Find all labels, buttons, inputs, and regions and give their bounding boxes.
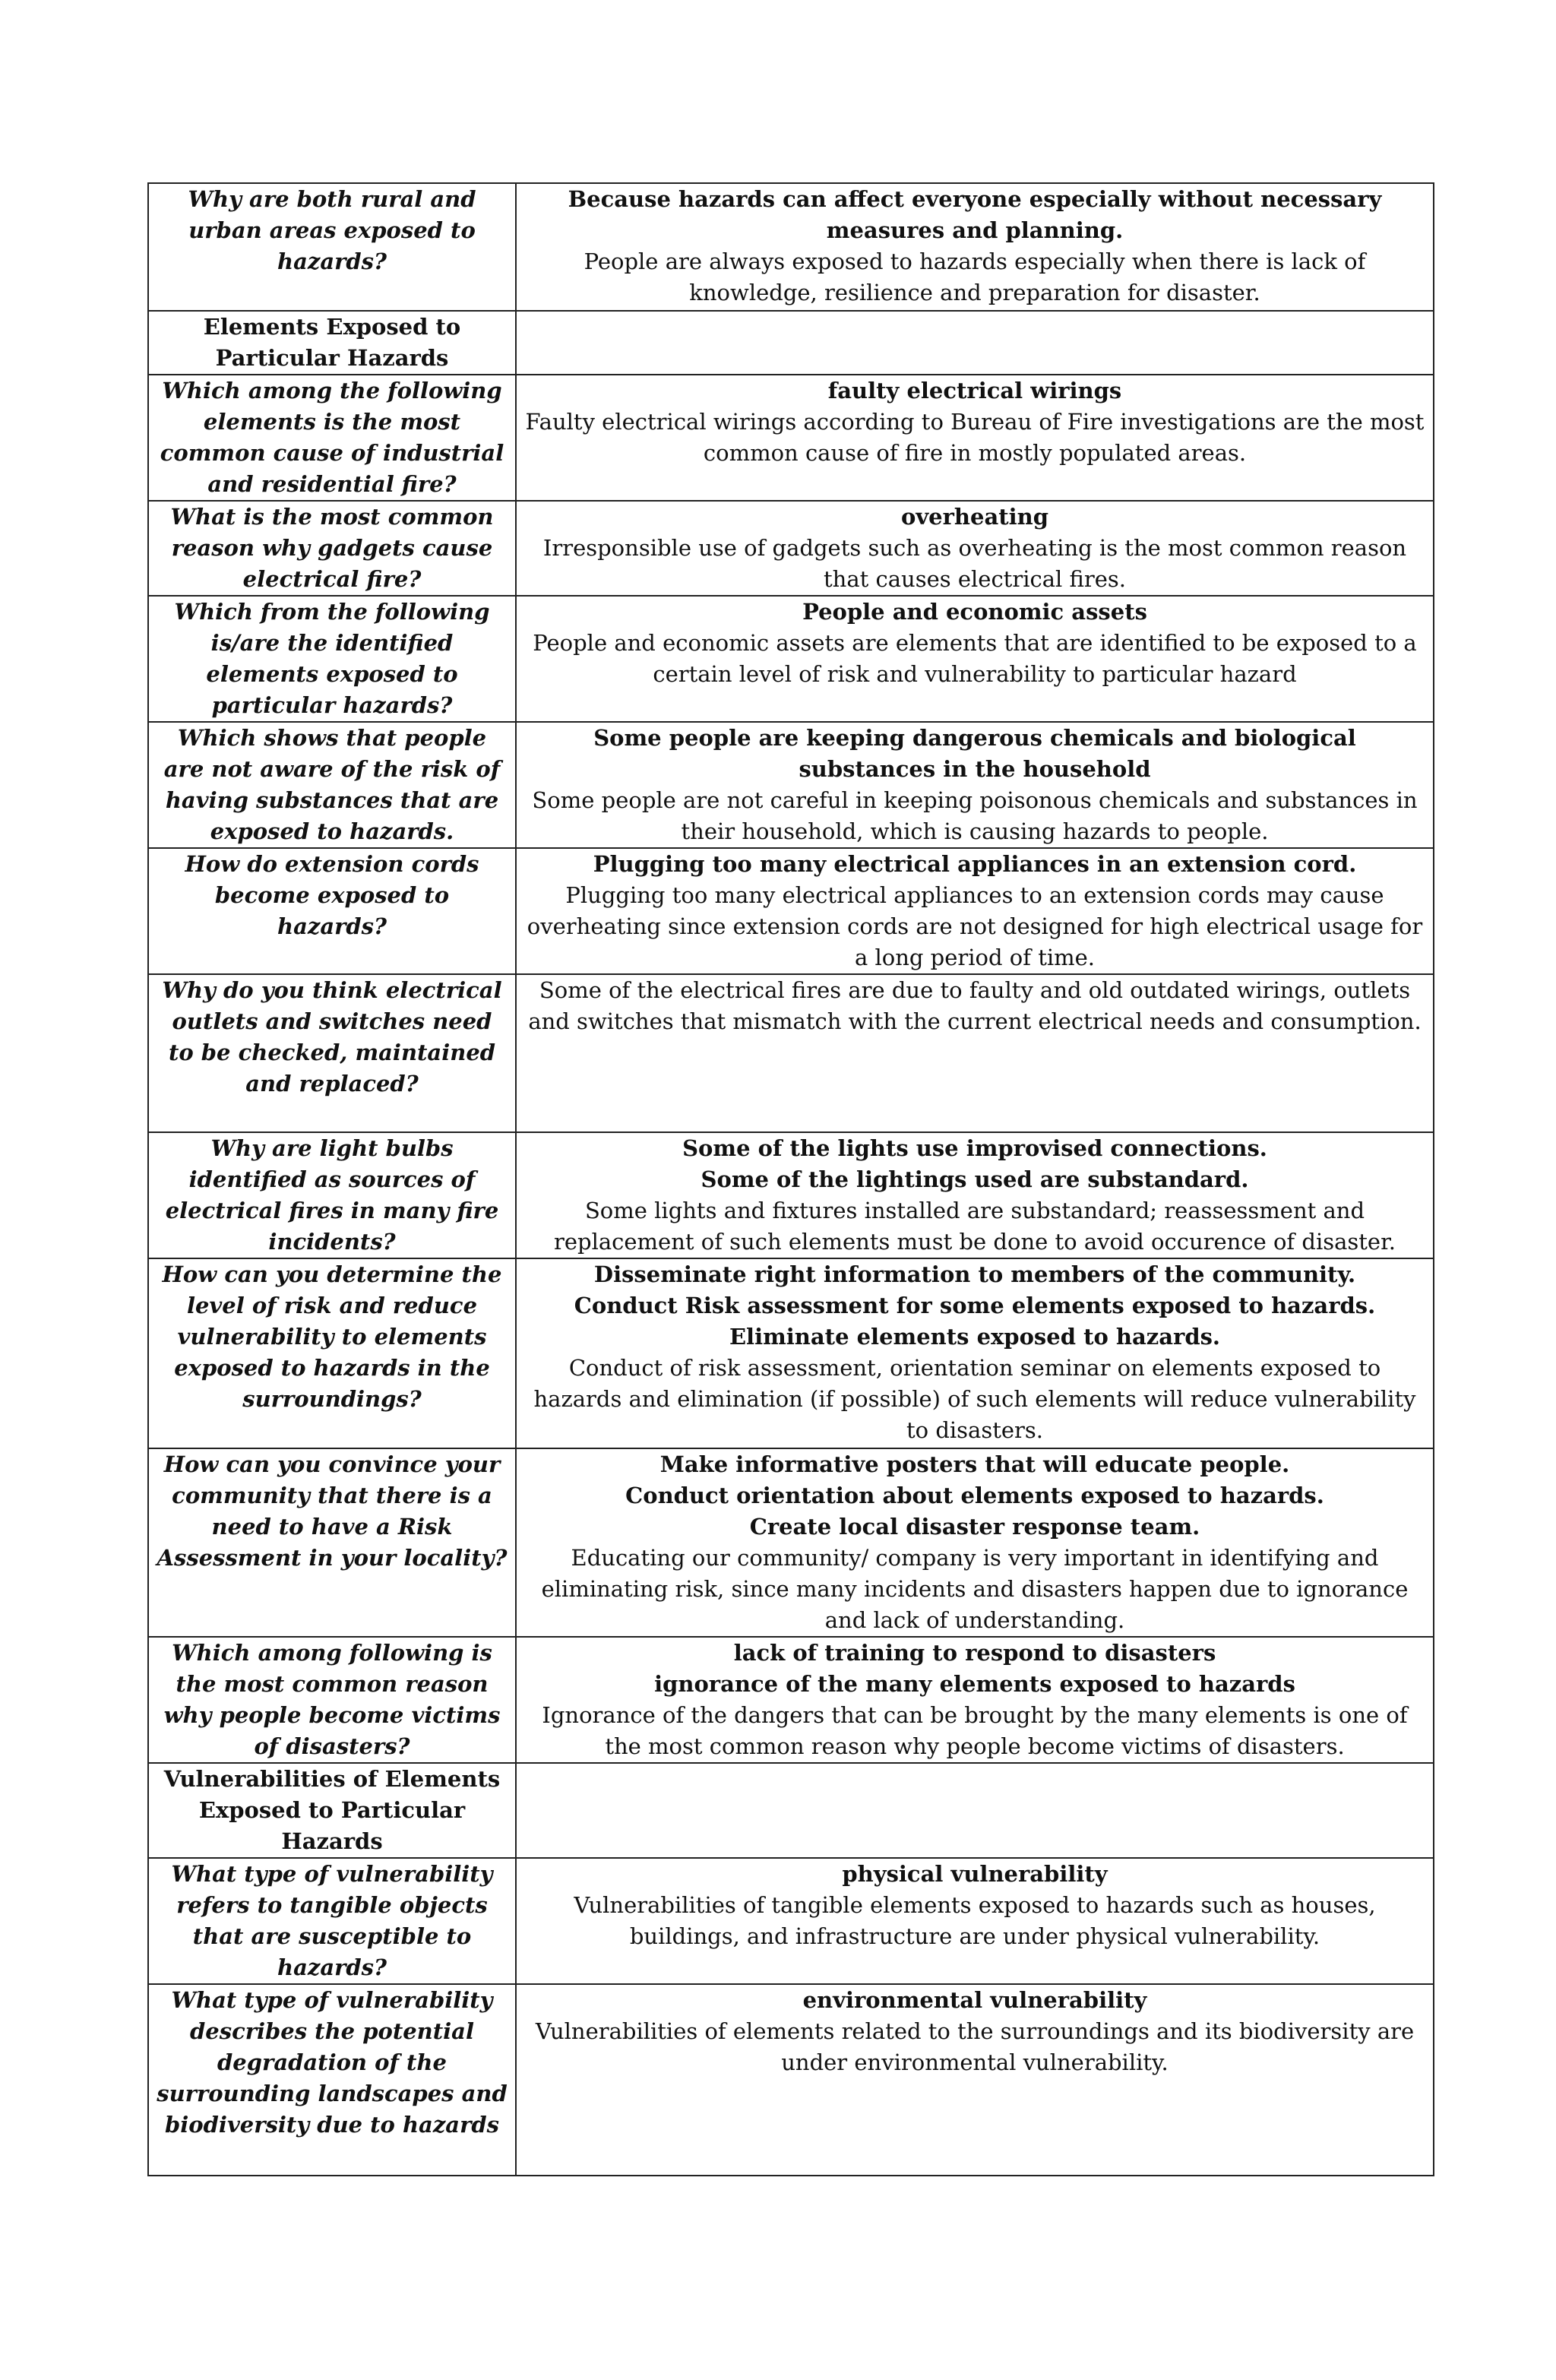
section-heading: Vulnerabilities of Elements Exposed to Particular Hazards [148, 1763, 516, 1858]
question-cell: How can you determine the level of risk and reduce vulnerability to elements exposed to hazards in the surroundings? [148, 1258, 516, 1448]
question-cell: Why are both rural and urban areas exposed to hazards? [148, 183, 516, 311]
answer-text: Make informative posters that will educate people. [659, 1451, 1290, 1477]
answer-text: Create local disaster response team. [749, 1514, 1200, 1540]
qa-table-body [148, 183, 1434, 2176]
answer-text: Conduct Risk assessment for some elements exposed to hazards. [574, 1293, 1376, 1318]
table-row [148, 1637, 1434, 1763]
explanation-text: Conduct of risk assessment, orientation seminar on elements exposed to hazards and elimination (if possible) of such elements will reduce vulnerability to disasters. [533, 1355, 1416, 1443]
answer-cell [516, 848, 1434, 974]
explanation-text: Vulnerabilities of elements related to the surroundings and its biodiversity are under environmental vulnerability. [535, 2018, 1415, 2075]
answer-text: Some of the lightings used are substandard. [701, 1166, 1249, 1192]
answer-cell [516, 183, 1434, 311]
answer-text: overheating [900, 504, 1049, 530]
question-cell: What is the most common reason why gadgets cause electrical fire? [148, 501, 516, 596]
answer-text: Because hazards can affect everyone especially without necessary measures and planning. [568, 186, 1382, 243]
question-cell: Which among the following elements is the most common cause of industrial and residential fire? [148, 375, 516, 501]
answer-cell [516, 501, 1434, 596]
question-cell: Which shows that people are not aware of the risk of having substances that are exposed to hazards. [148, 722, 516, 848]
answer-text: Eliminate elements exposed to hazards. [729, 1324, 1221, 1350]
table-row [148, 1984, 1434, 2176]
table-row [148, 1448, 1434, 1637]
table-row [148, 1132, 1434, 1258]
qa-table [147, 182, 1434, 2176]
question-cell: Which among following is the most common reason why people become victims of disasters? [148, 1637, 516, 1763]
answer-text: physical vulnerability [842, 1861, 1108, 1887]
answer-cell [516, 1258, 1434, 1448]
answer-cell [516, 1637, 1434, 1763]
answer-text: Some people are keeping dangerous chemicals and biological substances in the household [593, 725, 1356, 782]
empty-answer-cell [516, 1763, 1434, 1858]
section-heading: Elements Exposed to Particular Hazards [148, 311, 516, 375]
table-row [148, 501, 1434, 596]
table-row [148, 1858, 1434, 1984]
table-row [148, 974, 1434, 1132]
explanation-text: Some of the electrical fires are due to faulty and old outdated wirings, outlets and switches that mismatch with the current electrical needs and consumption. [528, 977, 1422, 1034]
answer-cell [516, 1448, 1434, 1637]
question-cell: How can you convince your community that there is a need to have a Risk Assessment in your locality? [148, 1448, 516, 1637]
section-row [148, 311, 1434, 375]
empty-answer-cell [516, 311, 1434, 375]
question-cell: What type of vulnerability describes the potential degradation of the surrounding landscapes and biodiversity due to hazards [148, 1984, 516, 2176]
answer-cell [516, 1858, 1434, 1984]
answer-cell [516, 1132, 1434, 1258]
answer-cell [516, 596, 1434, 722]
question-cell: How do extension cords become exposed to hazards? [148, 848, 516, 974]
answer-text: Some of the lights use improvised connections. [682, 1135, 1267, 1161]
answer-cell [516, 722, 1434, 848]
question-cell: Why are light bulbs identified as sources of electrical fires in many fire incidents? [148, 1132, 516, 1258]
answer-cell [516, 1984, 1434, 2176]
explanation-text: Faulty electrical wirings according to Bureau of Fire investigations are the most common cause of fire in mostly populated areas. [525, 409, 1425, 466]
answer-text: faulty electrical wirings [827, 378, 1122, 404]
question-cell: Which from the following is/are the identified elements exposed to particular hazards? [148, 596, 516, 722]
explanation-text: Some people are not careful in keeping poisonous chemicals and substances in their household, which is causing hazards to people. [532, 787, 1418, 844]
answer-text: Disseminate right information to members of the community. [593, 1261, 1356, 1287]
explanation-text: Some lights and fixtures installed are substandard; reassessment and replacement of such elements must be done to avoid occurence of disaster. [553, 1198, 1396, 1255]
table-row [148, 1258, 1434, 1448]
explanation-text: Irresponsible use of gadgets such as overheating is the most common reason that causes electrical fires. [542, 535, 1407, 592]
table-row [148, 375, 1434, 501]
answer-cell [516, 375, 1434, 501]
answer-text: Conduct orientation about elements exposed to hazards. [625, 1483, 1324, 1508]
answer-text: People and economic assets [802, 599, 1147, 625]
table-row [148, 183, 1434, 311]
answer-cell [516, 974, 1434, 1132]
table-row [148, 596, 1434, 722]
answer-text: ignorance of the many elements exposed to hazards [654, 1671, 1295, 1697]
table-row [148, 722, 1434, 848]
explanation-text: Plugging too many electrical appliances to an extension cords may cause overheating since extension cords are not designed for high electrical usage for a long period of time. [527, 882, 1423, 970]
answer-text: lack of training to respond to disasters [733, 1640, 1216, 1666]
question-cell: What type of vulnerability refers to tangible objects that are susceptible to hazards? [148, 1858, 516, 1984]
section-row [148, 1763, 1434, 1858]
explanation-text: Ignorance of the dangers that can be brought by the many elements is one of the most common reason why people become victims of disasters. [542, 1702, 1408, 1759]
table-row [148, 848, 1434, 974]
explanation-text: Educating our community/ company is very important in identifying and eliminating risk, since many incidents and disasters happen due to ignorance and lack of understanding. [541, 1545, 1409, 1633]
explanation-text: People are always exposed to hazards especially when there is lack of knowledge, resilience and preparation for disaster. [584, 248, 1366, 305]
explanation-text: Vulnerabilities of tangible elements exposed to hazards such as houses, buildings, and infrastructure are under physical vulnerability. [574, 1892, 1376, 1949]
question-cell: Why do you think electrical outlets and switches need to be checked, maintained and replaced? [148, 974, 516, 1132]
answer-text: environmental vulnerability [802, 1987, 1147, 2013]
explanation-text: People and economic assets are elements that are identified to be exposed to a certain level of risk and vulnerability to particular hazard [533, 630, 1417, 687]
answer-text: Plugging too many electrical appliances in an extension cord. [593, 851, 1357, 877]
